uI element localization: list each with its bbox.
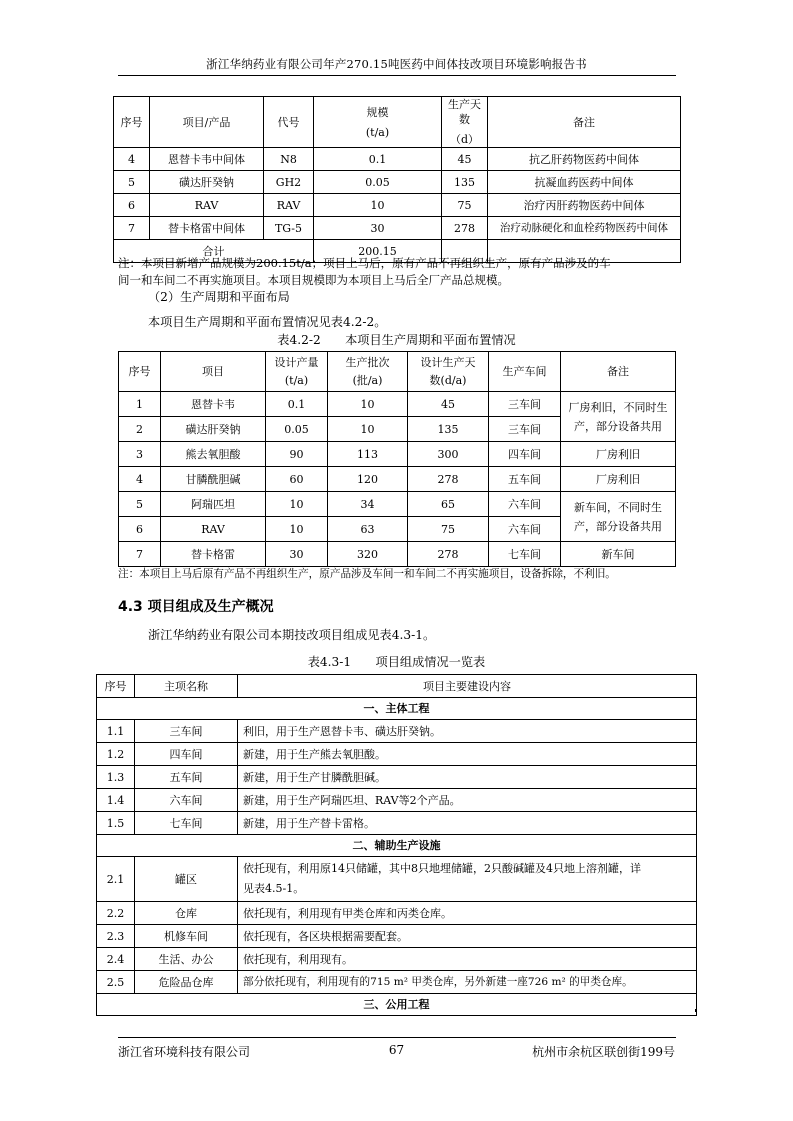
t1-header-code: 代号 bbox=[264, 97, 314, 148]
t1-header-product: 项目/产品 bbox=[150, 97, 264, 148]
t1-header-scale: 规模 (t/a) bbox=[314, 97, 442, 148]
table-row: 1.3 五车间 新建，用于生产甘膦酰胆碱。 bbox=[97, 766, 697, 789]
section-title: 4.3 项目组成及生产概况 bbox=[118, 599, 274, 615]
t2-header-remark: 备注 bbox=[561, 352, 676, 392]
t2-remark-3: 厂房利旧 bbox=[561, 442, 676, 467]
table-row: 5 阿瑞匹坦 10 34 65 六车间 新车间，不同时生 产，部分设备共用 bbox=[119, 492, 676, 517]
footer-rule bbox=[118, 1037, 676, 1038]
t3-header-name: 主项名称 bbox=[135, 675, 238, 698]
t3-group-aux: 二、辅助生产设施 bbox=[97, 835, 697, 857]
t1-header-no: 序号 bbox=[114, 97, 150, 148]
table-continuation-left bbox=[96, 1009, 97, 1012]
footer-page-number: 67 bbox=[388, 1043, 405, 1057]
footer-address: 杭州市余杭区联创街199号 bbox=[532, 1045, 675, 1059]
table-row: 2.3 机修车间 依托现有，各区块根据需要配套。 bbox=[97, 925, 697, 948]
table-continuation-right bbox=[695, 1009, 696, 1012]
product-scale-table bbox=[113, 96, 681, 263]
table-row: 1.4 六车间 新建，用于生产阿瑞匹坦、RAV等2个产品。 bbox=[97, 789, 697, 812]
paragraph-table-ref-1: 本项目生产周期和平面布置情况见表4.2-2。 bbox=[148, 315, 387, 329]
table-row: 2.4 生活、办公 依托现有，利用现有。 bbox=[97, 948, 697, 971]
table-row: 4 恩替卡韦中间体 N8 0.1 45 抗乙肝药物医药中间体 bbox=[114, 148, 681, 171]
page-header-title: 浙江华纳药业有限公司年产270.15吨医药中间体技改项目环境影响报告书 bbox=[206, 57, 587, 71]
t3-group-utility: 三、公用工程 bbox=[97, 994, 697, 1016]
table-row: 1.5 七车间 新建，用于生产替卡雷格。 bbox=[97, 812, 697, 835]
table-row: 6 RAV 10 63 75 六车间 bbox=[119, 517, 676, 542]
t2-remark-5-6: 新车间，不同时生 产，部分设备共用 bbox=[561, 492, 676, 542]
table-row: 1.1 三车间 利旧，用于生产恩替卡韦、磺达肝癸钠。 bbox=[97, 720, 697, 743]
t1-header-remark: 备注 bbox=[488, 97, 681, 148]
t1-header-days: 生产天数 （d） bbox=[442, 97, 488, 148]
table-row: 5 磺达肝癸钠 GH2 0.05 135 抗凝血药医药中间体 bbox=[114, 171, 681, 194]
table-row: 1.2 四车间 新建，用于生产熊去氧胆酸。 bbox=[97, 743, 697, 766]
t2-remark-4: 厂房利旧 bbox=[561, 467, 676, 492]
table-row: 2.5 危险品仓库 部分依托现有，利用现有的715 m² 甲类仓库，另外新建一座726 m² 的甲类仓库。 bbox=[97, 971, 697, 994]
table2-caption: 表4.2-2 本项目生产周期和平面布置情况 bbox=[277, 333, 516, 347]
t2-header-workshop: 生产车间 bbox=[489, 352, 561, 392]
t3-header-content: 项目主要建设内容 bbox=[238, 675, 697, 698]
t1-total-label: 合计 bbox=[114, 240, 314, 263]
note-2: 注：本项目上马后原有产品不再组织生产，原产品涉及车间一和车间二不再实施项目，设备拆除，不利旧。 bbox=[118, 568, 616, 580]
subheading-cycle-layout: （2）生产周期和平面布局 bbox=[148, 290, 290, 304]
t2-remark-1-2: 厂房利旧，不同时生 产，部分设备共用 bbox=[561, 392, 676, 442]
note-1-line1: 注：本项目新增产品规模为200.15t/a；项目上马后，原有产品不再组织生产，原有产品涉及的车 bbox=[118, 256, 611, 270]
t2-header-output: 设计产量 (t/a) bbox=[266, 352, 328, 392]
note-1-line2: 间一和车间二不再实施项目。本项目规模即为本项目上马后全厂产品总规模。 bbox=[118, 273, 509, 287]
table-row: 2.1 罐区 依托现有，利用原14只储罐，其中8只地埋储罐，2只酸碱罐及4只地上溶剂罐，详 见表4.5-1。 bbox=[97, 857, 697, 902]
t2-header-days: 设计生产天 数(d/a) bbox=[408, 352, 489, 392]
t3-group-main: 一、主体工程 bbox=[97, 698, 697, 720]
t2-header-item: 项目 bbox=[161, 352, 266, 392]
footer-company: 浙江省环境科技有限公司 bbox=[118, 1045, 251, 1059]
paragraph-table-ref-2: 浙江华纳药业有限公司本期技改项目组成见表4.3-1。 bbox=[148, 628, 436, 642]
t1-total-value: 200.15 bbox=[314, 240, 442, 263]
table-row: 7 替卡格雷 30 320 278 七车间 新车间 bbox=[119, 542, 676, 567]
table-row: 1 恩替卡韦 0.1 10 45 三车间 厂房利旧，不同时生 产，部分设备共用 bbox=[119, 392, 676, 417]
table-row: 6 RAV RAV 10 75 治疗丙肝药物医药中间体 bbox=[114, 194, 681, 217]
table-row: 7 替卡格雷中间体 TG-5 30 278 治疗动脉硬化和血栓药物医药中间体 bbox=[114, 217, 681, 240]
table-row: 2 磺达肝癸钠 0.05 10 135 三车间 bbox=[119, 417, 676, 442]
production-cycle-table bbox=[118, 351, 676, 567]
table-row: 2.2 仓库 依托现有，利用现有甲类仓库和丙类仓库。 bbox=[97, 902, 697, 925]
table-row: 4 甘膦酰胆碱 60 120 278 五车间 厂房利旧 bbox=[119, 467, 676, 492]
t2-remark-7: 新车间 bbox=[561, 542, 676, 567]
table3-caption: 表4.3-1 项目组成情况一览表 bbox=[307, 655, 486, 669]
table-row: 3 熊去氧胆酸 90 113 300 四车间 厂房利旧 bbox=[119, 442, 676, 467]
t3-header-no: 序号 bbox=[97, 675, 135, 698]
t2-header-batches: 生产批次 (批/a) bbox=[328, 352, 408, 392]
t2-header-no: 序号 bbox=[119, 352, 161, 392]
header-rule bbox=[118, 75, 676, 76]
project-composition-table bbox=[96, 674, 697, 1016]
